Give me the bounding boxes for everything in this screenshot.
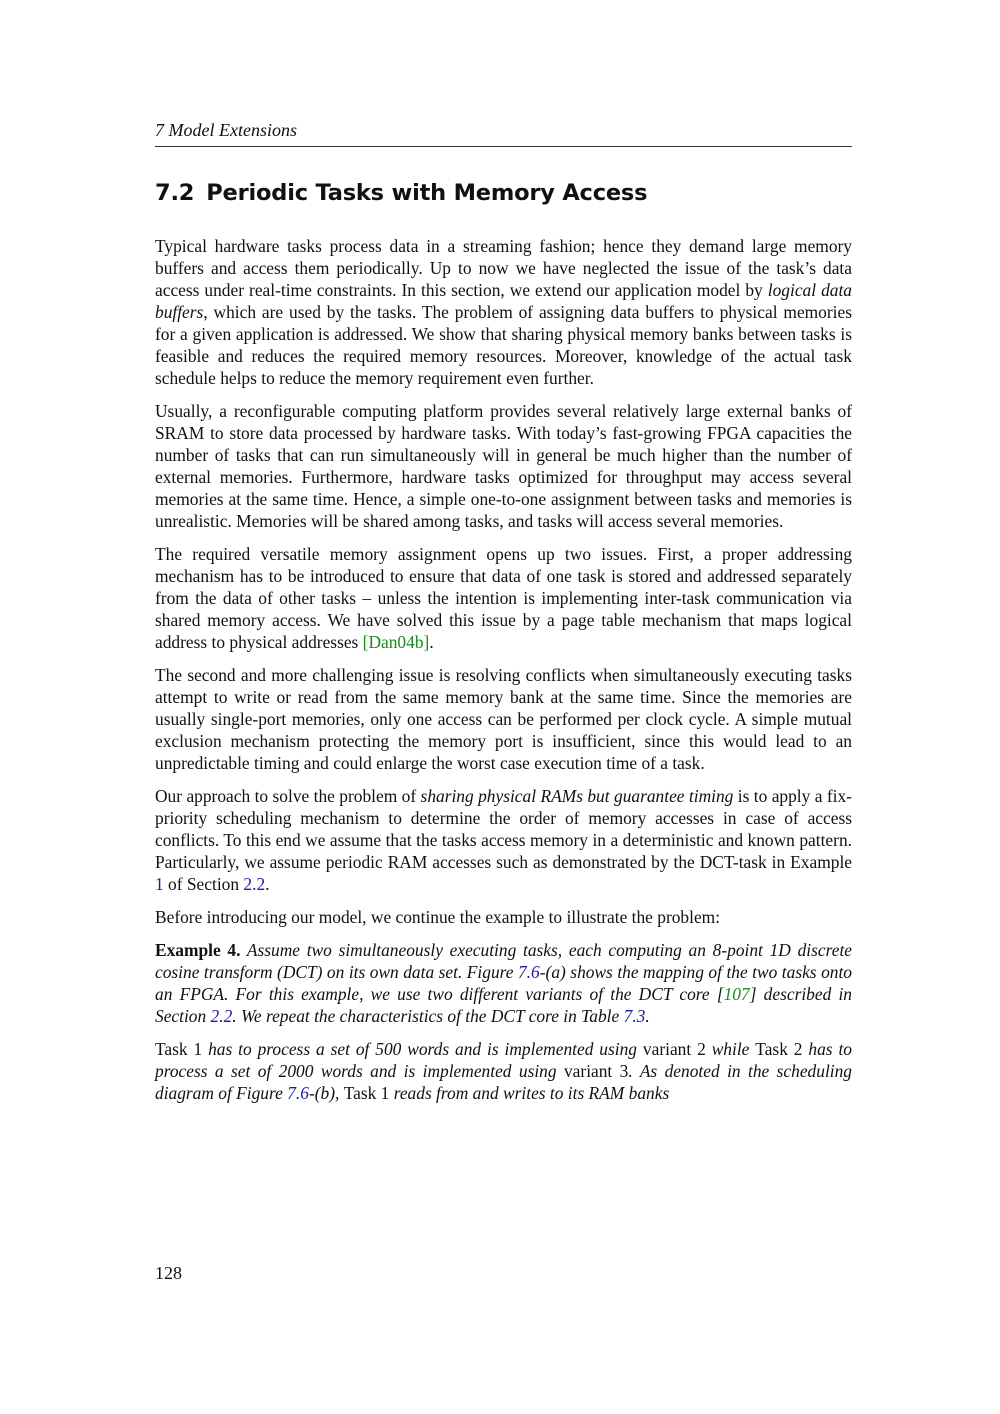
variant-3-label: variant 3 xyxy=(563,1061,629,1081)
task-1-label-b: Task 1 xyxy=(343,1083,390,1103)
figure-link-7-6[interactable]: 7.6 xyxy=(517,962,540,982)
page-number: 128 xyxy=(155,1263,182,1283)
paragraph-1 xyxy=(155,235,852,389)
figure-link-7-6-b[interactable]: 7.6 xyxy=(287,1083,309,1103)
citation-link-107[interactable]: 107 xyxy=(723,984,750,1004)
paragraph-5-text-a: Our approach to solve the problem of xyxy=(155,786,421,806)
example-label: Example 4. xyxy=(155,940,241,960)
paragraph-5-text-c: is to apply a fix-priority scheduling mechanism to determine the order of memory accesses in case of access conflicts. To this end we assume that the tasks access memory in a deterministic and known pattern. Particularly, we assume periodic RAM accesses such as demonstrated by the DCT-task in Example xyxy=(155,786,852,872)
section-title: Periodic Tasks with Memory Access xyxy=(206,180,648,206)
example-cont-text-c: has to process a set of 2000 words and is implemented using xyxy=(155,1039,852,1081)
paragraph-1-text-a: Typical hardware tasks process data in a streaming fashion; hence they demand large memory buffers and access them periodically. Up to now we have neglected the issue of the task’s data access under real-time constraints. In this section, we extend our application model by xyxy=(155,236,852,300)
example-cont-text-a: has to process a set of 500 words and is implemented using xyxy=(202,1039,643,1059)
running-header: 7 Model Extensions xyxy=(155,118,852,147)
paragraph-3 xyxy=(155,543,852,653)
paragraph-1-text-c: , which are used by the tasks. The problem of assigning data buffers to physical memories for a given application is addressed. We show that sharing physical memory banks between tasks is feasible and reduces the required memory resources. Moreover, knowledge of the actual task schedule helps to reduce the memory requirement even further. xyxy=(155,302,852,388)
task-1-label: Task 1 xyxy=(155,1039,203,1059)
example-text-c: ] described in Section xyxy=(155,984,852,1026)
paragraph-3-text-b: . xyxy=(429,632,434,652)
body-text xyxy=(155,235,852,1115)
example-cont-text-e: -(b), xyxy=(308,1083,344,1103)
example-cont-text-d: . As denoted in the scheduling diagram of Figure xyxy=(155,1061,852,1103)
task-2-label: Task 2 xyxy=(755,1039,803,1059)
paragraph-6: Before introducing our model, we continue the example to illustrate the problem: xyxy=(155,907,721,927)
section-link-2-2-example[interactable]: 2.2 xyxy=(210,1006,233,1026)
example-cont-text-f: reads from and writes to its RAM banks xyxy=(389,1083,670,1103)
example-text-e: . xyxy=(645,1006,650,1026)
paragraph-4: The second and more challenging issue is resolving conflicts when simultaneously executing tasks attempt to write or read from the same memory bank at the same time. Since the memories are usually single-port memories, only one access can be performed per clock cycle. A simple mutual exclusion mechanism protecting the memory port is insufficient, since this would lead to an unpredictable timing and could enlarge the worst case execution time of a task. xyxy=(155,665,852,773)
paragraph-5-emphasis: sharing physical RAMs but guarantee timing xyxy=(420,786,734,806)
paragraph-2: Usually, a reconfigurable computing platform provides several relatively large external banks of SRAM to store data processed by hardware tasks. With today’s fast-growing FPGA capacities the number of tasks that can run simultaneously will in general be much higher than the number of external memories. Furthermore, hardware tasks optimized for throughput may access several memories at the same time. Hence, a simple one-to-one assignment between tasks and memories is unrealistic. Memories will be shared among tasks, and tasks will access several memories. xyxy=(155,401,852,531)
example-text-b: -(a) shows the mapping of the two tasks onto an FPGA. For this example, we use two different variants of the DCT core [ xyxy=(155,962,852,1004)
variant-2-label: variant 2 xyxy=(642,1039,706,1059)
section-heading xyxy=(155,177,852,209)
example-cont-text-b: while xyxy=(705,1039,756,1059)
book-page xyxy=(155,0,852,1414)
example-text-d: . We repeat the characteristics of the DCT core in Table xyxy=(232,1006,624,1026)
paragraph-5-text-e: . xyxy=(265,874,270,894)
example-text-a: Assume two simultaneously executing tasks, each computing an 8-point 1D discrete cosine transform (DCT) on its own data set. Figure xyxy=(155,940,852,982)
citation-link-dan04b[interactable]: [Dan04b] xyxy=(362,632,430,652)
paragraph-3-text-a: The required versatile memory assignment opens up two issues. First, a proper addressing mechanism has to be introduced to ensure that data of one task is stored and addressed separately from the data of other tasks – unless the intention is implementing inter-task communication via shared memory access. We have solved this issue by a page table mechanism that maps logical address to physical addresses xyxy=(155,544,852,652)
example-4 xyxy=(155,939,852,1027)
paragraph-1-emphasis: logical data buffers xyxy=(155,280,852,322)
example-continuation xyxy=(155,1038,852,1104)
example-link-1[interactable]: 1 xyxy=(155,874,164,894)
paragraph-5 xyxy=(155,785,852,895)
paragraph-5-text-d: of Section xyxy=(163,874,244,894)
section-link-2-2[interactable]: 2.2 xyxy=(243,874,266,894)
section-number: 7.2 xyxy=(155,180,195,206)
table-link-7-3[interactable]: 7.3 xyxy=(623,1006,646,1026)
